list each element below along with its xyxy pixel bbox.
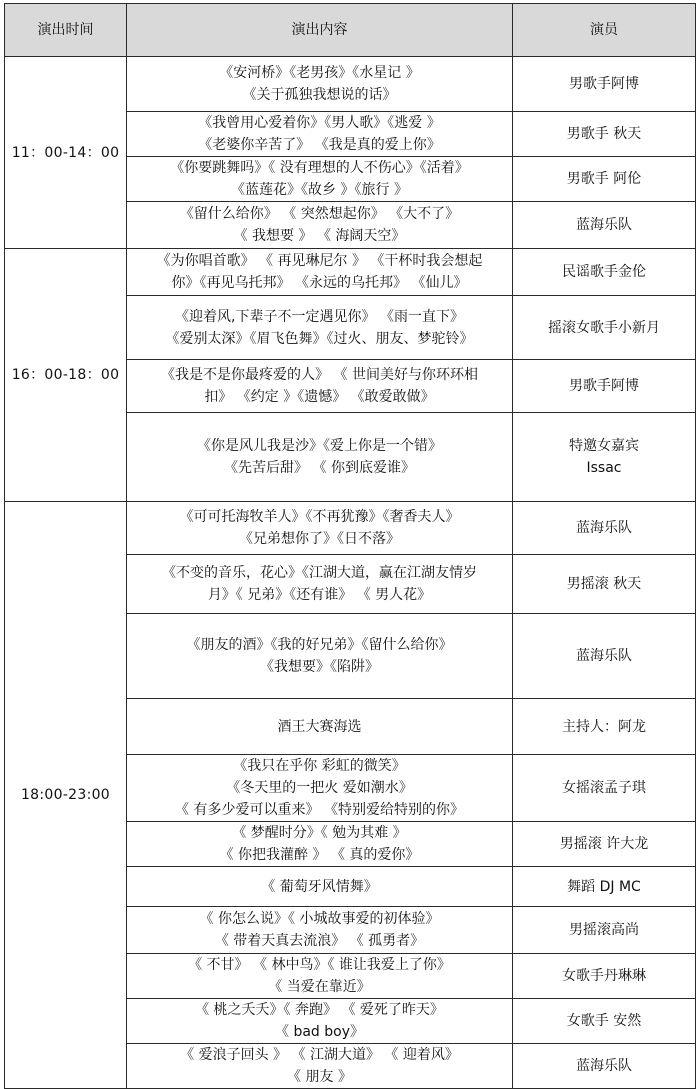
program-line: 《爱别太深》《眉飞色舞》《过火、朋友、梦驼铃》	[165, 330, 474, 347]
performer-cell: 舞蹈 DJ MC	[513, 867, 696, 907]
performer-cell: 男摇滚 秋天	[513, 555, 696, 614]
time-slot-cell: 16：00-18：00	[5, 249, 127, 502]
program-line: 《迎着风,下辈子不一定遇见你》 《雨一直下》	[175, 308, 464, 325]
performer-cell: 男歌手阿博	[513, 57, 696, 112]
program-content-cell	[127, 249, 513, 296]
time-slot-cell: 18:00-23:00	[5, 502, 127, 1089]
performer-cell: 民谣歌手金伦	[513, 249, 696, 296]
program-content-cell	[127, 822, 513, 867]
program-line: 《我曾用心爱着你》《男人歌》《逃爱 》	[198, 115, 441, 131]
performer-cell: 男歌手阿博	[513, 360, 696, 413]
program-line: 《朋友的酒》《我的好兄弟》《留什么给你》	[186, 637, 453, 653]
program-line: 《 桃之夭夭》《 奔跑》 《 爱死了昨天》	[195, 1002, 444, 1018]
program-line: 《蓝莲花》《故乡 》《旅行 》	[231, 182, 408, 198]
performer-cell: 蓝海乐队	[513, 614, 696, 699]
performer-cell: 男歌手 阿伦	[513, 157, 696, 202]
program-line: 《 不甘》 《 林中鸟》《 谁让我爱上了你》	[188, 957, 451, 973]
schedule-row	[5, 502, 696, 555]
program-content-cell	[127, 413, 513, 502]
program-line: 《 爱浪子回头 》 《 江湖大道》 《 迎着风》	[180, 1047, 459, 1063]
header-row	[5, 4, 696, 57]
program-content-cell	[127, 614, 513, 699]
program-line: 月》《 兄弟》《还有谁》 《 男人花》	[207, 587, 432, 603]
program-line: 《 有多少爱可以重来》 《特别爱给特别的你》	[175, 802, 464, 818]
program-line: 《安河桥》《老男孩》《水星记 》	[219, 65, 420, 81]
header-performer: 演员	[513, 4, 696, 57]
program-line: 《留什么给你》 《 突然想起你》 《大不了》	[179, 206, 460, 222]
performer-cell: 主持人：阿龙	[513, 699, 696, 755]
program-content-cell	[127, 699, 513, 755]
schedule-body	[5, 57, 696, 1089]
schedule-row	[5, 249, 696, 296]
performer-cell: 蓝海乐队	[513, 1044, 696, 1089]
program-line: 《 bad boy》	[275, 1024, 364, 1040]
program-content-cell	[127, 867, 513, 907]
program-line: 《可可托海牧羊人》《不再犹豫》《奢香夫人》	[179, 509, 460, 525]
program-line: 《我只在乎你 彩虹的微笑》	[233, 758, 406, 774]
performer-cell: 特邀女嘉宾 Issac	[513, 413, 696, 502]
program-content-cell	[127, 907, 513, 954]
program-line: 《 当爱在靠近》	[268, 979, 371, 995]
program-line: 《不变的音乐，花心》《江湖大道，赢在江湖友情岁	[162, 565, 477, 581]
program-line: 《 你把我灌醉 》 《 真的爱你》	[219, 847, 420, 863]
program-line: 《老婆你辛苦了》 《我是真的爱上你》	[198, 137, 441, 153]
performer-cell: 男摇滚 许大龙	[513, 822, 696, 867]
header-time: 演出时间	[5, 4, 127, 57]
program-line: 《关于孤独我想说的话》	[242, 87, 397, 103]
program-line: 《先苦后甜》 《 你到底爱谁》	[224, 460, 415, 476]
performer-cell: 女歌手丹琳琳	[513, 954, 696, 999]
program-line: 《 我想要 》 《 海阔天空》	[233, 228, 406, 244]
program-line: 《我是不是你最疼爱的人》 《 世间美好与你环环相	[161, 367, 478, 383]
program-content-cell	[127, 999, 513, 1044]
program-content-cell	[127, 202, 513, 249]
program-line: 《你要跳舞吗》《 没有理想的人不伤心》《活着》	[170, 160, 469, 176]
performer-cell: 蓝海乐队	[513, 202, 696, 249]
performance-schedule-table	[4, 3, 696, 1089]
program-content-cell	[127, 157, 513, 202]
performer-cell: 男摇滚高尚	[513, 907, 696, 954]
performer-cell: 摇滚女歌手小新月	[513, 296, 696, 360]
program-line: 你》《再见乌托邦》 《永远的乌托邦》 《仙儿》	[171, 275, 468, 291]
program-content-cell	[127, 954, 513, 999]
program-line: 扣》 《约定 》《遗憾》 《敢爱敢做》	[204, 389, 435, 405]
program-content-cell	[127, 755, 513, 822]
schedule-row	[5, 57, 696, 112]
program-line: 《 梦醒时分》《 勉为其难 》	[232, 825, 407, 841]
program-line: 《 带着天真去流浪》 《 孤勇者》	[214, 933, 425, 949]
performer-cell: 蓝海乐队	[513, 502, 696, 555]
performer-cell: 女歌手 安然	[513, 999, 696, 1044]
program-line: 《为你唱首歌》 《 再见琳尼尔 》 《干杯时我会想起	[156, 253, 483, 269]
program-line: 《 朋友 》	[287, 1069, 352, 1085]
program-content-cell	[127, 112, 513, 157]
program-line: 《我想要》《陷阱》	[260, 659, 379, 675]
program-content-cell	[127, 57, 513, 112]
program-line: 《你是风儿我是沙》《爱上你是一个错》	[197, 438, 442, 454]
program-line: 酒王大赛海选	[277, 718, 362, 735]
program-line: 《冬天里的一把火 爱如潮水》	[226, 780, 413, 796]
program-line: 《 葡萄牙风情舞》	[261, 878, 378, 895]
header-content: 演出内容	[127, 4, 513, 57]
program-content-cell	[127, 555, 513, 614]
performer-cell: 女摇滚孟子琪	[513, 755, 696, 822]
program-line: 《 你怎么说》《 小城故事爱的初体验》	[199, 911, 440, 927]
program-content-cell	[127, 360, 513, 413]
performer-cell: 男歌手 秋天	[513, 112, 696, 157]
program-line: 《兄弟想你了》《日不落》	[239, 531, 400, 547]
time-slot-cell: 11：00-14：00	[5, 57, 127, 249]
program-content-cell	[127, 296, 513, 360]
program-content-cell	[127, 502, 513, 555]
